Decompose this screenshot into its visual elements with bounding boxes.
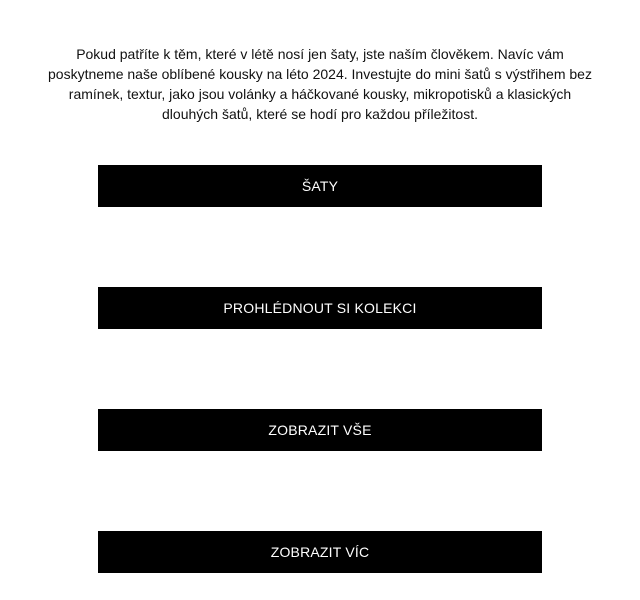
show-more-button[interactable]: ZOBRAZIT VÍC xyxy=(98,531,542,573)
view-collection-button[interactable]: PROHLÉDNOUT SI KOLEKCI xyxy=(98,287,542,329)
dresses-button[interactable]: ŠATY xyxy=(98,165,542,207)
show-all-button[interactable]: ZOBRAZIT VŠE xyxy=(98,409,542,451)
intro-paragraph: Pokud patříte k těm, které v létě nosí jen šaty, jste naším člověkem. Navíc vám poskytneme naše oblíbené kousky na léto 2024. Investujte do mini šatů s výstřihem bez ramínek, textur, jako jsou volánky a háčkované kousky, mikropotisků a klasických dlouhých šatů, které se hodí pro každou příležitost. xyxy=(48,46,592,122)
